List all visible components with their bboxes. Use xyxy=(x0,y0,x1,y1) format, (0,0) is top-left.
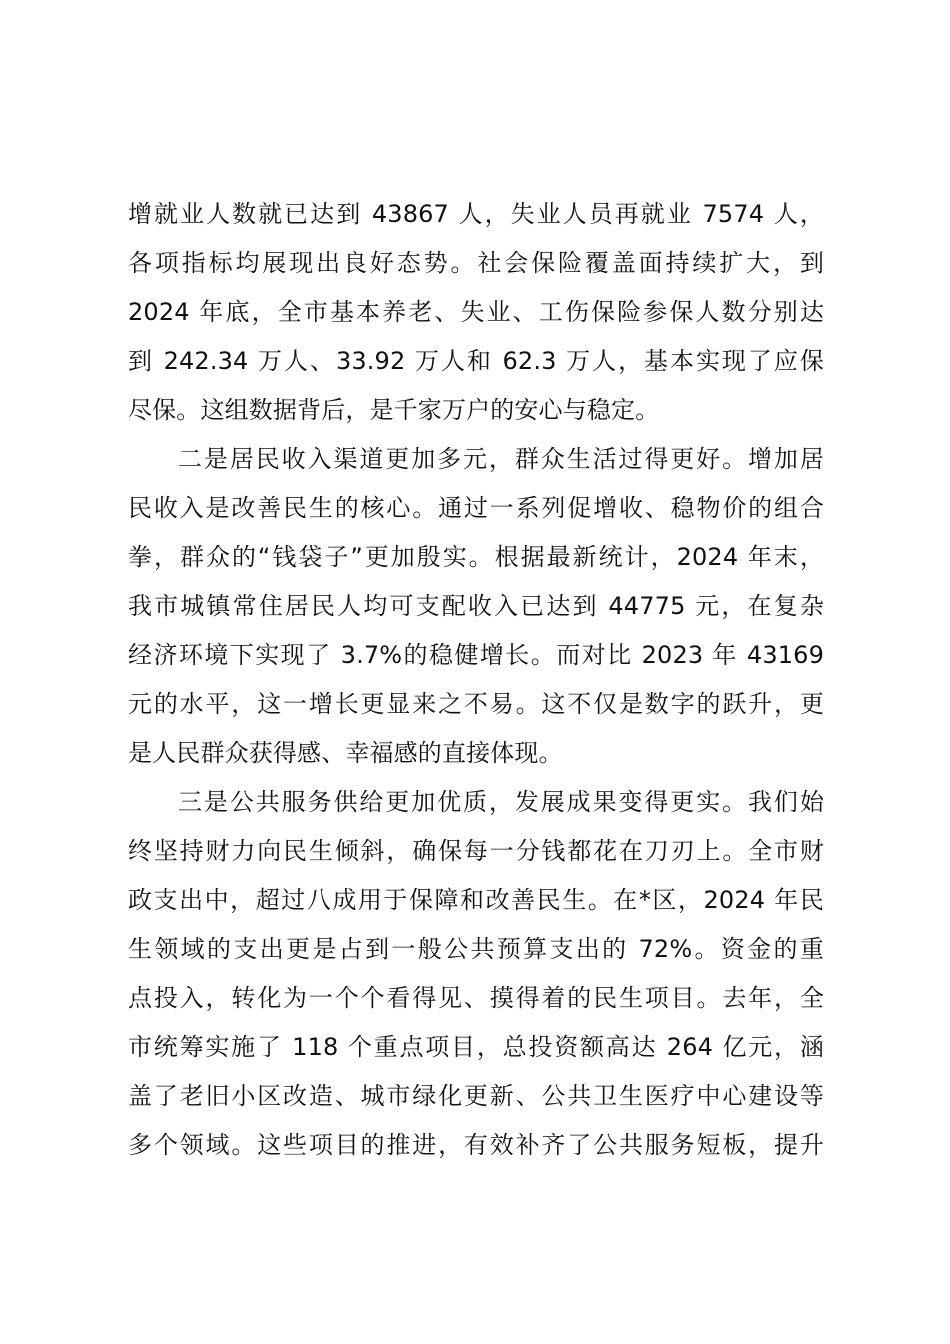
text-line: 民收入是改善民生的核心。通过一系列促增收、稳物价的组合 xyxy=(128,494,824,522)
paragraph-employment xyxy=(128,190,824,435)
text-line: 市统筹实施了 118 个重点项目，总投资额高达 264 亿元，涵 xyxy=(128,1033,824,1061)
text-line: 生领域的支出更是占到一般公共预算支出的 72%。资金的重 xyxy=(128,935,824,963)
text-line: 拳，群众的“钱袋子”更加殷实。根据最新统计，2024 年末， xyxy=(128,543,824,571)
text-line: 2024 年底，全市基本养老、失业、工伤保险参保人数分别达 xyxy=(128,298,824,326)
text-line: 尽保。这组数据背后，是千家万户的安心与稳定。 xyxy=(128,396,660,424)
text-line: 各项指标均展现出良好态势。社会保险覆盖面持续扩大，到 xyxy=(128,249,824,277)
text-line: 增就业人数就已达到 43867 人，失业人员再就业 7574 人， xyxy=(128,200,824,228)
document-body xyxy=(128,190,824,1170)
text-line: 多个领域。这些项目的推进，有效补齐了公共服务短板，提升 xyxy=(128,1131,824,1159)
text-line: 我市城镇常住居民人均可支配收入已达到 44775 元，在复杂 xyxy=(128,592,824,620)
text-line: 元的水平，这一增长更显来之不易。这不仅是数字的跃升，更 xyxy=(128,690,824,718)
text-line: 终坚持财力向民生倾斜，确保每一分钱都花在刀刃上。全市财 xyxy=(128,837,824,865)
text-line: 是人民群众获得感、幸福感的直接体现。 xyxy=(128,739,563,767)
text-line: 点投入，转化为一个个看得见、摸得着的民生项目。去年，全 xyxy=(128,984,824,1012)
text-line: 盖了老旧小区改造、城市绿化更新、公共卫生医疗中心建设等 xyxy=(128,1082,824,1110)
text-line: 到 242.34 万人、33.92 万人和 62.3 万人，基本实现了应保 xyxy=(128,347,824,375)
text-line: 政支出中，超过八成用于保障和改善民生。在*区，2024 年民 xyxy=(128,886,824,914)
text-line: 三是公共服务供给更加优质，发展成果变得更实。我们始 xyxy=(178,788,824,816)
text-line: 经济环境下实现了 3.7%的稳健增长。而对比 2023 年 43169 xyxy=(128,641,824,669)
paragraph-public-services xyxy=(128,778,824,1170)
text-line: 二是居民收入渠道更加多元，群众生活过得更好。增加居 xyxy=(178,445,824,473)
paragraph-income xyxy=(128,435,824,778)
